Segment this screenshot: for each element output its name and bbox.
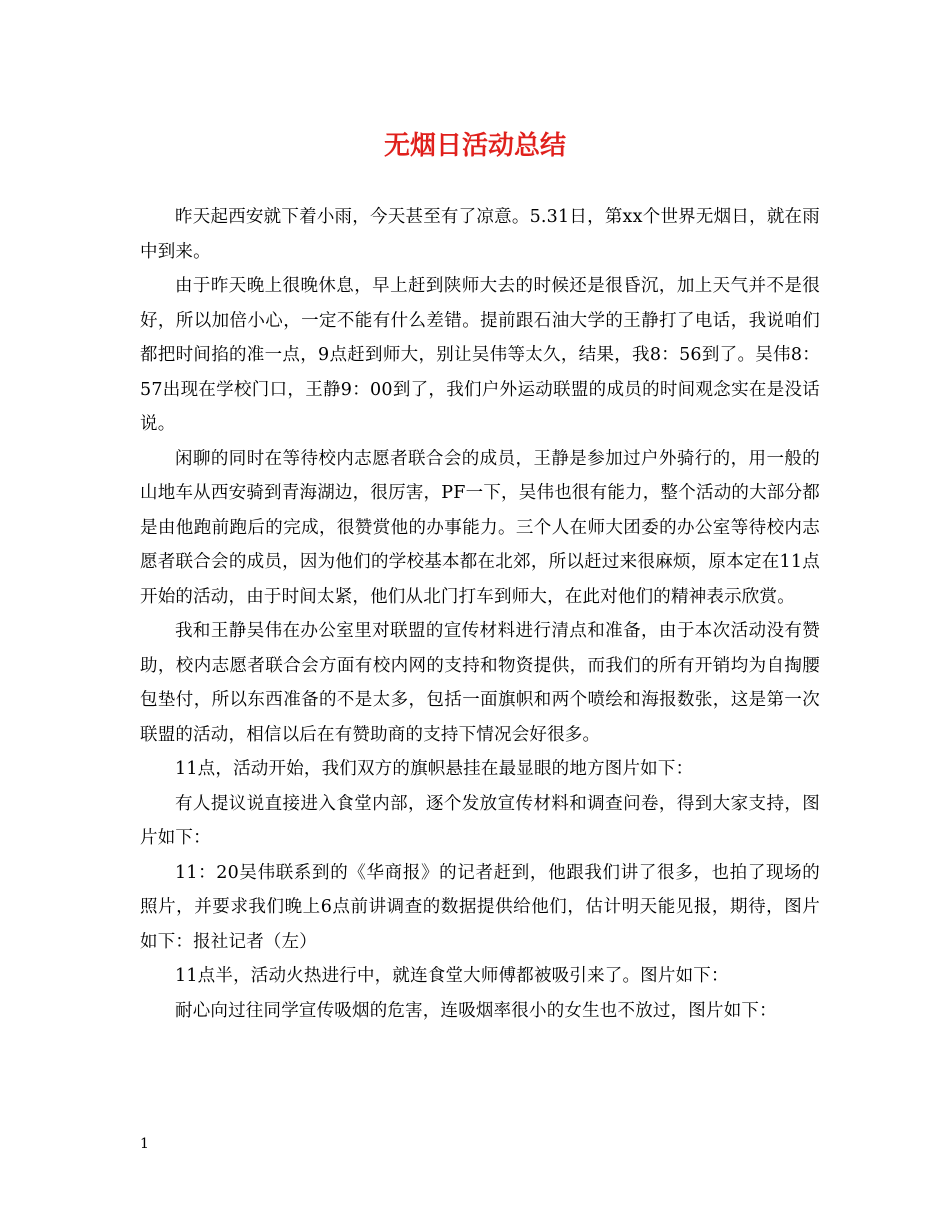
paragraph: 11点，活动开始，我们双方的旗帜悬挂在最显眼的地方图片如下：	[175, 759, 694, 779]
paragraph: 昨天起西安就下着小雨，今天甚至有了凉意。5.31日，第xx个世界无烟日，就在雨中到来。	[140, 207, 820, 262]
paragraph: 由于昨天晚上很晚休息，早上赶到陕师大去的时候还是很昏沉，加上天气并不是很好，所以加倍小心，一定不能有什么差错。提前跟石油大学的王静打了电话，我说咱们都把时间掐的准一点，9点赶到师大，别让吴伟等太久，结果，我8：56到了。吴伟8：57出现在学校门口，王静9：00到了，我们户外运动联盟的成员的时间观念实在是没话说。	[140, 276, 820, 434]
paragraph: 有人提议说直接进入食堂内部，逐个发放宣传材料和调查问卷，得到大家支持，图片如下：	[140, 793, 820, 848]
paragraph: 11：20吴伟联系到的《华商报》的记者赶到，他跟我们讲了很多，也拍了现场的照片，并要求我们晚上6点前讲调查的数据提供给他们，估计明天能见报，期待，图片如下：报社记者（左）	[140, 862, 820, 952]
document-body	[140, 200, 820, 1028]
paragraph: 闲聊的同时在等待校内志愿者联合会的成员，王静是参加过户外骑行的，用一般的山地车从西安骑到青海湖边，很厉害，PF一下，吴伟也很有能力，整个活动的大部分都是由他跑前跑后的完成，很赞赏他的办事能力。三个人在师大团委的办公室等待校内志愿者联合会的成员，因为他们的学校基本都在北郊，所以赶过来很麻烦，原本定在11点开始的活动，由于时间太紧，他们从北门打车到师大，在此对他们的精神表示欣赏。	[140, 448, 820, 607]
paragraph: 耐心向过往同学宣传吸烟的危害，连吸烟率很小的女生也不放过，图片如下：	[175, 1000, 777, 1021]
paragraph: 我和王静吴伟在办公室里对联盟的宣传材料进行清点和准备，由于本次活动没有赞助，校内志愿者联合会方面有校内网的支持和物资提供，而我们的所有开销均为自掏腰包垫付，所以东西准备的不是太多，包括一面旗帜和两个喷绘和海报数张，这是第一次联盟的活动，相信以后在有赞助商的支持下情况会好很多。	[140, 621, 820, 745]
paragraph: 11点半，活动火热进行中，就连食堂大师傅都被吸引来了。图片如下：	[175, 966, 729, 986]
document-title: 无烟日活动总结	[383, 131, 566, 161]
page-number: 1	[140, 1136, 149, 1152]
